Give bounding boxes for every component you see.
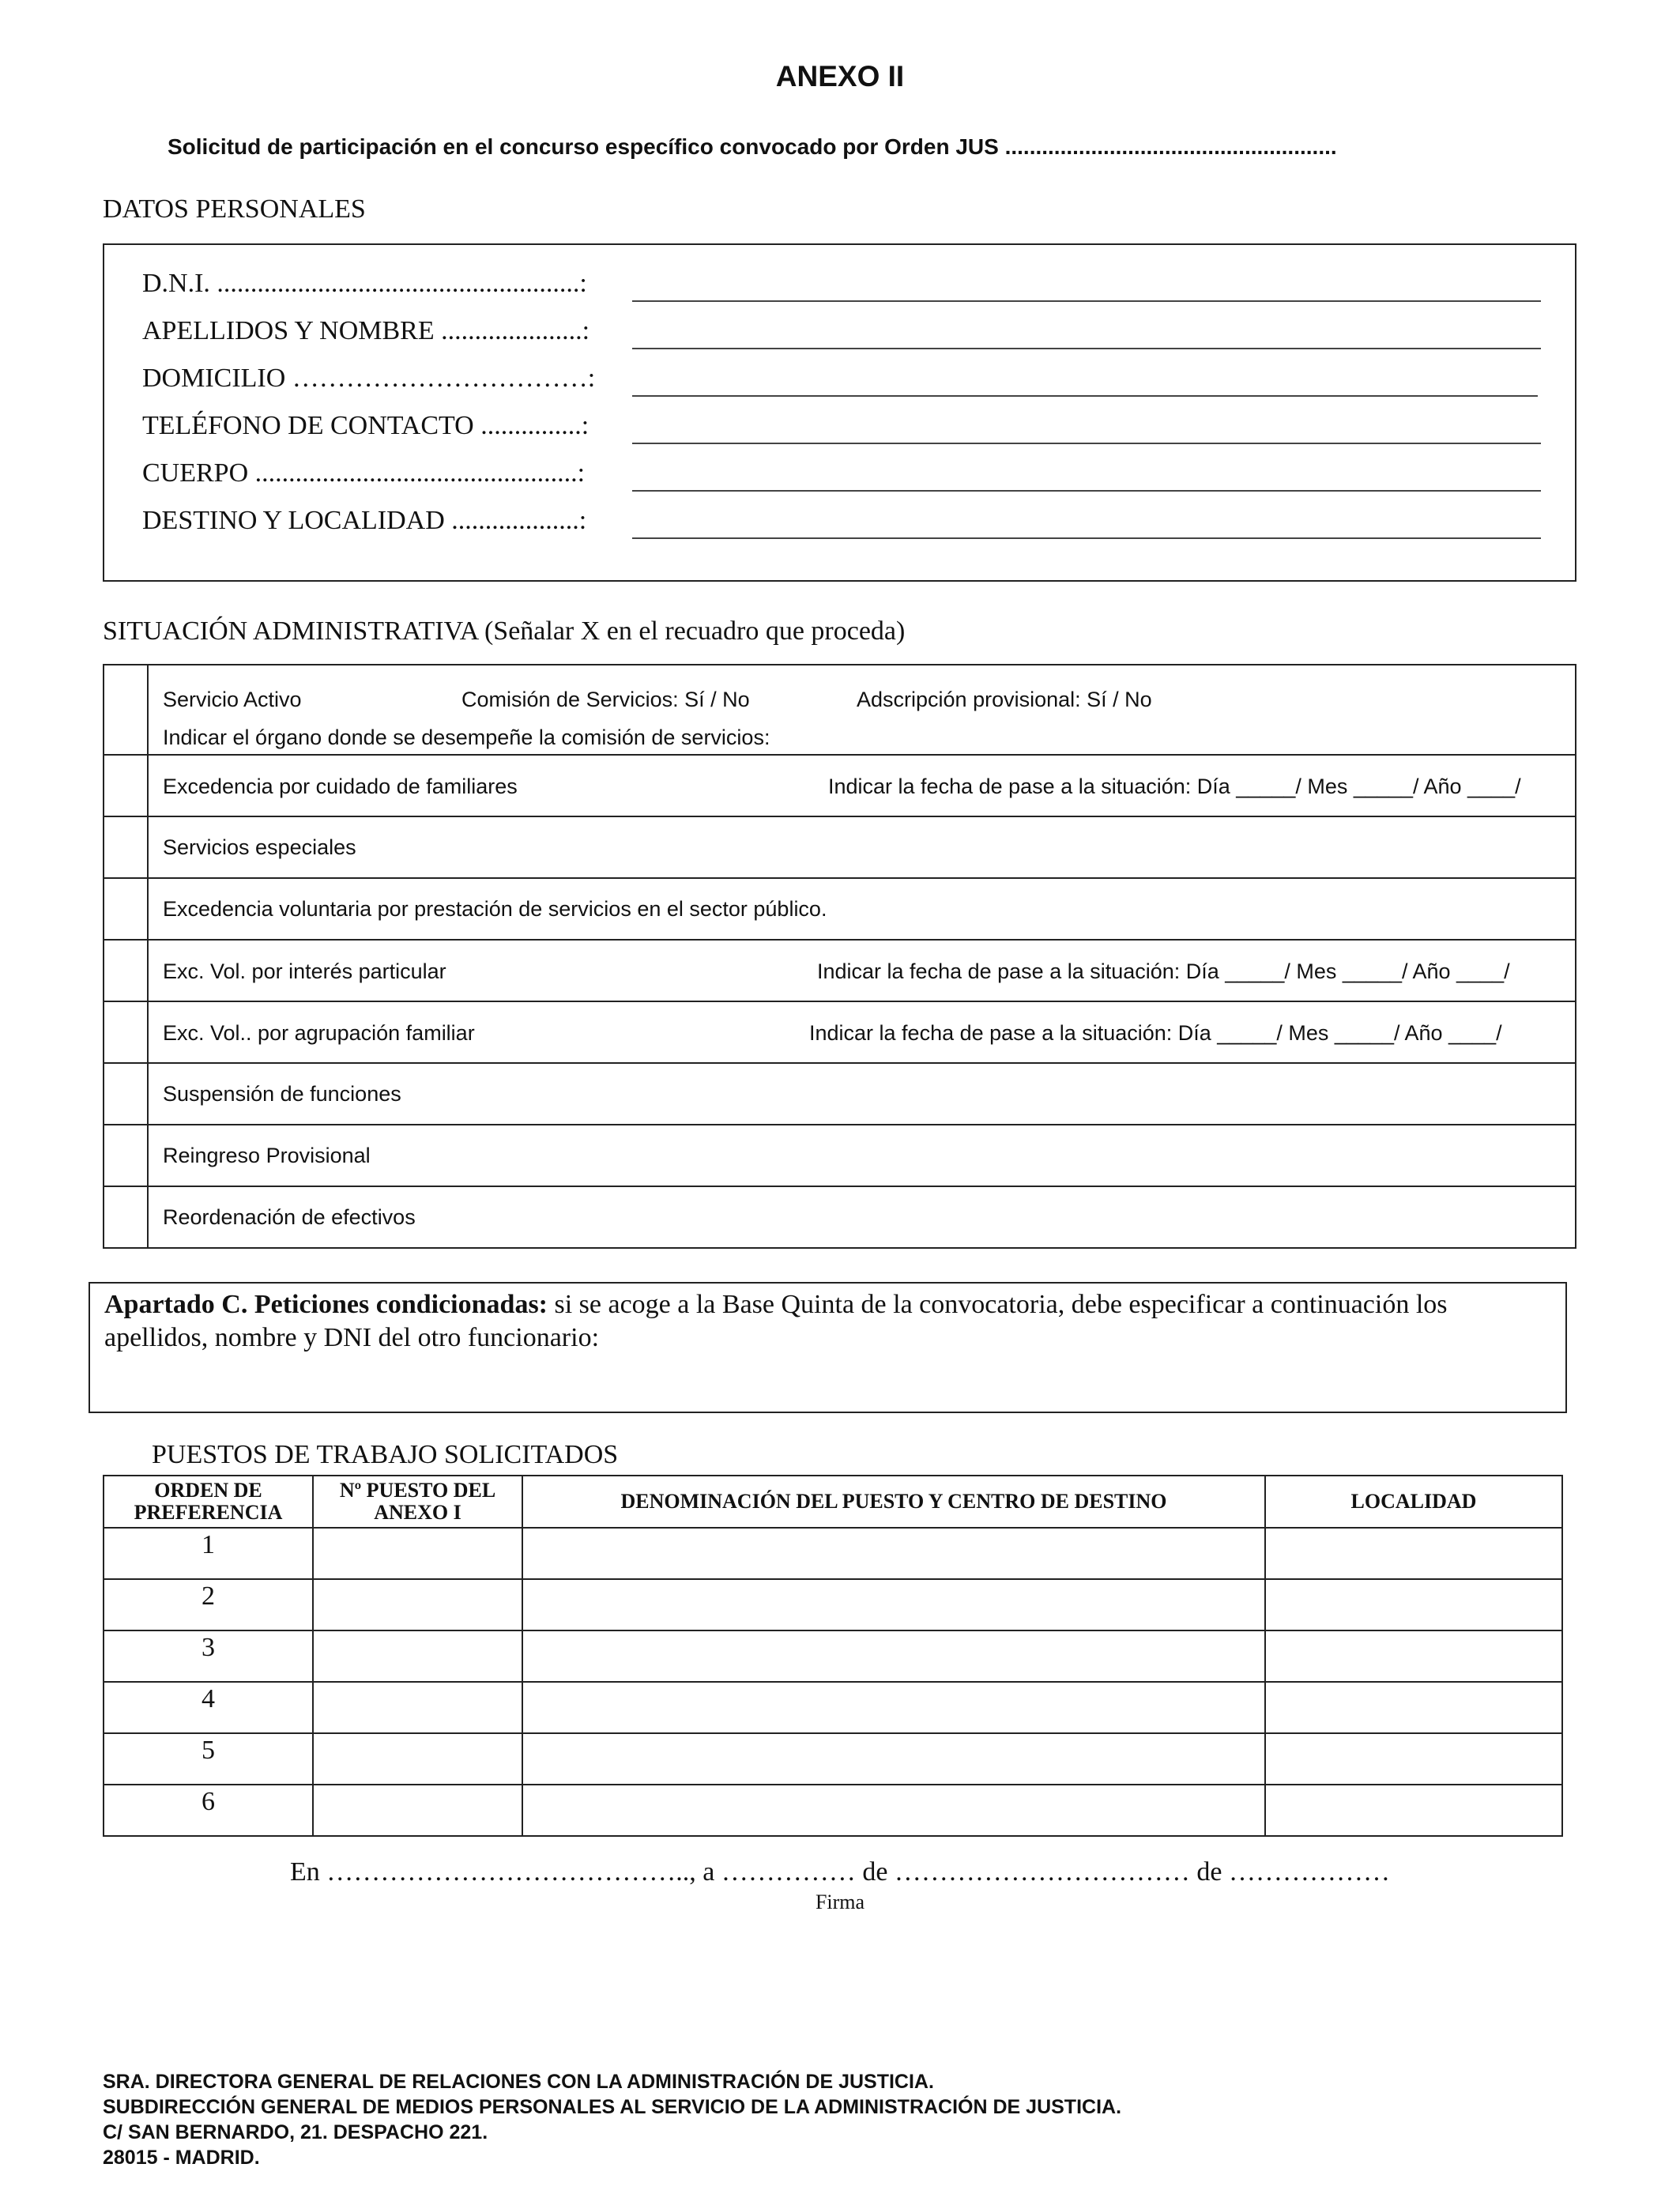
field-line-telefono[interactable] — [632, 443, 1541, 444]
field-line-cuerpo[interactable] — [632, 490, 1541, 492]
field-label-cuerpo: CUERPO ................................................: — [142, 458, 586, 488]
table-row — [104, 665, 1576, 755]
checkbox-suspension-funciones[interactable] — [104, 1063, 148, 1125]
situacion-table — [103, 664, 1576, 1249]
footer-line: SRA. DIRECTORA GENERAL DE RELACIONES CON LA ADMINISTRACIÓN DE JUSTICIA. — [103, 2071, 934, 2093]
situacion-label: Exc. Vol.. por agrupación familiar — [163, 1021, 475, 1045]
fecha-pase-text: Indicar la fecha de pase a la situación: Día _____/ Mes _____/ Año ____/ — [809, 1021, 1502, 1045]
field-line-apellidos-nombre[interactable] — [632, 348, 1541, 349]
denominacion-cell[interactable] — [522, 1528, 1265, 1579]
table-row — [104, 1579, 1562, 1630]
column-header-orden: ORDEN DE PREFERENCIA — [104, 1476, 313, 1528]
column-header-localidad: LOCALIDAD — [1265, 1476, 1562, 1528]
footer-line: C/ SAN BERNARDO, 21. DESPACHO 221. — [103, 2121, 488, 2143]
field-line-destino-localidad[interactable] — [632, 537, 1541, 539]
orden-cell: 2 — [104, 1579, 313, 1630]
localidad-cell[interactable] — [1265, 1579, 1562, 1630]
situacion-cell — [148, 816, 1576, 878]
indicar-organo-text: Indicar el órgano donde se desempeñe la comisión de servicios: — [163, 726, 770, 749]
orden-cell: 1 — [104, 1528, 313, 1579]
field-label-telefono: TELÉFONO DE CONTACTO ...............: — [142, 411, 590, 440]
table-row — [104, 1733, 1562, 1785]
option-comision-servicios: Comisión de Servicios: Sí / No — [461, 688, 750, 711]
fecha-pase-text: Indicar la fecha de pase a la situación: Día _____/ Mes _____/ Año ____/ — [817, 959, 1510, 983]
orden-cell: 6 — [104, 1785, 313, 1836]
localidad-cell[interactable] — [1265, 1785, 1562, 1836]
firma-label: Firma — [815, 1891, 865, 1913]
table-row — [104, 1630, 1562, 1682]
checkbox-excedencia-cuidado[interactable] — [104, 755, 148, 816]
situacion-label: Exc. Vol. por interés particular — [163, 959, 446, 983]
situacion-cell — [148, 1063, 1576, 1125]
checkbox-exc-agrupacion-familiar[interactable] — [104, 1001, 148, 1063]
situacion-label: Excedencia por cuidado de familiares — [163, 775, 518, 798]
lugar-fecha-line: En ………………………………….., a …………… de …………………………… de ……………… — [289, 1857, 1391, 1887]
denominacion-cell[interactable] — [522, 1682, 1265, 1733]
n-puesto-cell[interactable] — [313, 1785, 522, 1836]
table-row — [104, 940, 1576, 1001]
apartado-c-title: Apartado C. Peticiones condicionadas: — [104, 1290, 548, 1319]
situacion-label: Excedencia voluntaria por prestación de servicios en el sector público. — [163, 896, 827, 921]
footer-line: SUBDIRECCIÓN GENERAL DE MEDIOS PERSONALES AL SERVICIO DE LA ADMINISTRACIÓN DE JUSTICIA. — [103, 2096, 1122, 2118]
checkbox-excedencia-sector-publico[interactable] — [104, 878, 148, 940]
apartado-c-text: si se acoge a la Base Quinta de la convocatoria, debe especificar a continuación los apellidos, nombre y DNI del otro funcionario: — [104, 1290, 1448, 1352]
table-row — [104, 1125, 1576, 1186]
denominacion-cell[interactable] — [522, 1733, 1265, 1785]
orden-cell: 4 — [104, 1682, 313, 1733]
situacion-cell — [148, 1125, 1576, 1186]
table-row — [104, 1063, 1576, 1125]
n-puesto-cell[interactable] — [313, 1682, 522, 1733]
field-label-dni: D.N.I. ......................................................: — [142, 269, 587, 298]
localidad-cell[interactable] — [1265, 1528, 1562, 1579]
checkbox-reingreso-provisional[interactable] — [104, 1125, 148, 1186]
situacion-label: Servicios especiales — [163, 835, 356, 859]
table-row — [104, 1528, 1562, 1579]
checkbox-servicio-activo[interactable] — [104, 665, 148, 755]
table-row — [104, 878, 1576, 940]
situacion-label: Suspensión de funciones — [163, 1081, 401, 1106]
orden-cell: 3 — [104, 1630, 313, 1682]
denominacion-cell[interactable] — [522, 1579, 1265, 1630]
situacion-cell — [148, 1001, 1576, 1063]
apartado-c-box[interactable] — [89, 1282, 1567, 1413]
localidad-cell[interactable] — [1265, 1733, 1562, 1785]
checkbox-servicios-especiales[interactable] — [104, 816, 148, 878]
table-row — [104, 1186, 1576, 1248]
situacion-cell — [148, 940, 1576, 1001]
table-row — [104, 755, 1576, 816]
table-row — [104, 1682, 1562, 1733]
footer-address — [103, 2069, 1121, 2170]
fecha-pase-text: Indicar la fecha de pase a la situación: Día _____/ Mes _____/ Año ____/ — [828, 775, 1521, 798]
situacion-cell — [148, 878, 1576, 940]
situacion-cell — [148, 1186, 1576, 1248]
section-heading-situacion: SITUACIÓN ADMINISTRATIVA (Señalar X en el recuadro que proceda) — [103, 616, 906, 646]
situacion-cell — [148, 665, 1576, 755]
option-adscripcion-provisional: Adscripción provisional: Sí / No — [857, 688, 1152, 711]
n-puesto-cell[interactable] — [313, 1733, 522, 1785]
field-line-dni[interactable] — [632, 300, 1541, 302]
section-heading-puestos: PUESTOS DE TRABAJO SOLICITADOS — [152, 1440, 619, 1469]
column-header-n-puesto: Nº PUESTO DEL ANEXO I — [313, 1476, 522, 1528]
field-line-domicilio[interactable] — [632, 395, 1538, 397]
n-puesto-cell[interactable] — [313, 1630, 522, 1682]
page-title: ANEXO II — [775, 60, 905, 92]
checkbox-exc-interes-particular[interactable] — [104, 940, 148, 1001]
footer-line: 28015 - MADRID. — [103, 2147, 260, 2169]
denominacion-cell[interactable] — [522, 1785, 1265, 1836]
orden-cell: 5 — [104, 1733, 313, 1785]
localidad-cell[interactable] — [1265, 1682, 1562, 1733]
field-label-destino-localidad: DESTINO Y LOCALIDAD ...................: — [142, 506, 587, 535]
puestos-table — [103, 1475, 1563, 1837]
table-row — [104, 1001, 1576, 1063]
situacion-label: Reingreso Provisional — [163, 1143, 371, 1167]
n-puesto-cell[interactable] — [313, 1579, 522, 1630]
table-row — [104, 816, 1576, 878]
checkbox-reordenacion-efectivos[interactable] — [104, 1186, 148, 1248]
n-puesto-cell[interactable] — [313, 1528, 522, 1579]
table-row — [104, 1785, 1562, 1836]
situacion-label: Reordenación de efectivos — [163, 1204, 416, 1229]
field-label-apellidos-nombre: APELLIDOS Y NOMBRE .....................: — [142, 316, 590, 345]
localidad-cell[interactable] — [1265, 1630, 1562, 1682]
situacion-cell — [148, 755, 1576, 816]
section-heading-datos-personales: DATOS PERSONALES — [103, 194, 366, 224]
denominacion-cell[interactable] — [522, 1630, 1265, 1682]
field-label-domicilio: DOMICILIO ……………………………: — [142, 364, 596, 393]
page-subtitle: Solicitud de participación en el concurso específico convocado por Orden JUS ...................................................... — [168, 134, 1337, 159]
table-header-row — [104, 1476, 1562, 1528]
column-header-denominacion: DENOMINACIÓN DEL PUESTO Y CENTRO DE DESTINO — [522, 1476, 1265, 1528]
option-servicio-activo: Servicio Activo — [163, 688, 302, 711]
